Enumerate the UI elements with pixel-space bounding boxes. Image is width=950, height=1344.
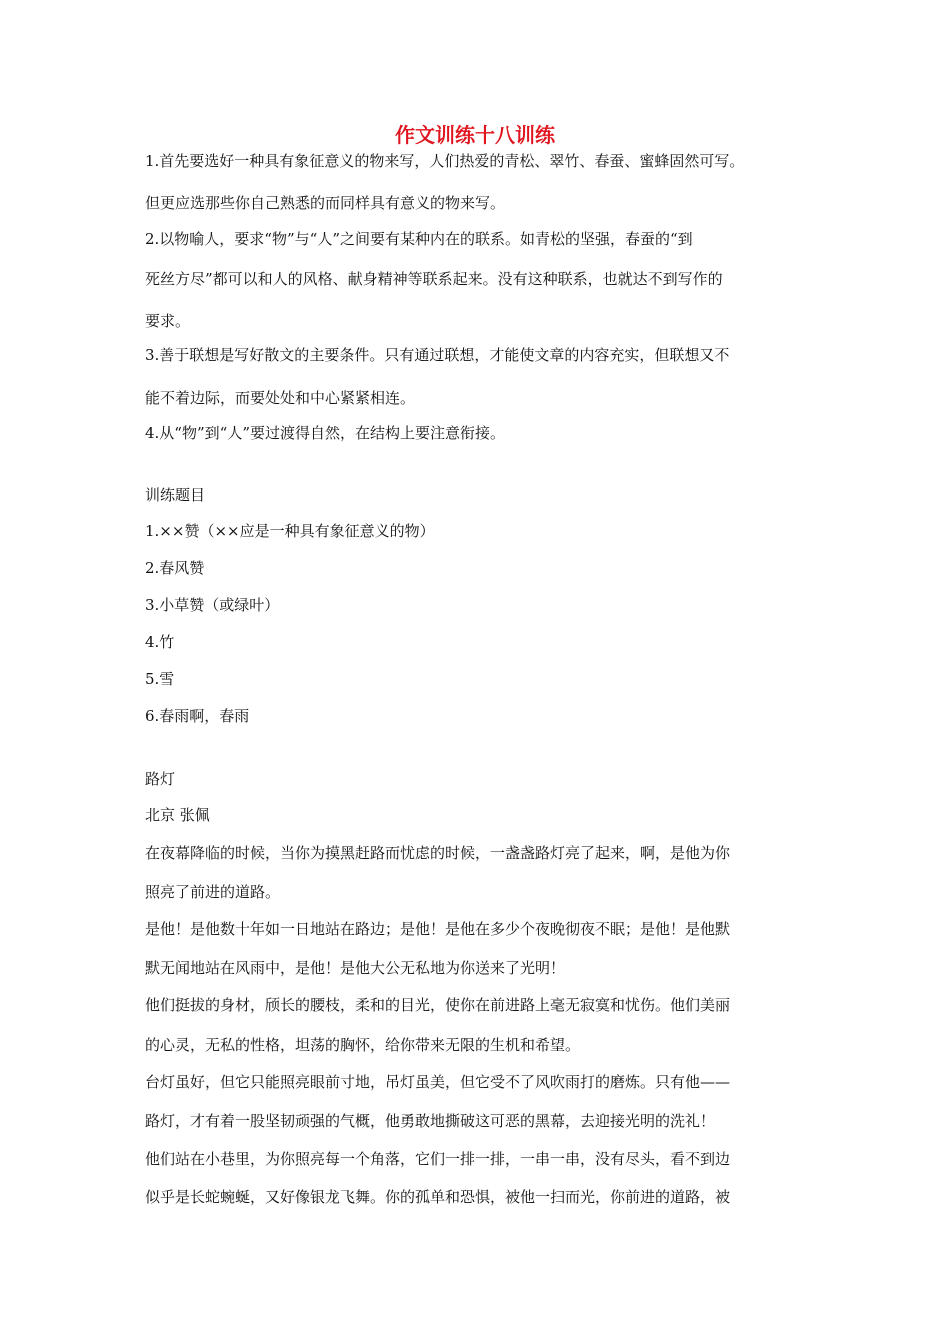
- tip-line: 能不着边际，而要处处和中心紧紧相连。: [145, 389, 416, 407]
- essay-title: 路灯: [145, 770, 176, 788]
- essay-line: 的心灵，无私的性格，坦荡的胸怀，给你带来无限的生机和希望。: [145, 1036, 581, 1054]
- tip-line: 死丝方尽”都可以和人的风格、献身精神等联系起来。没有这种联系，也就达不到写作的: [145, 270, 723, 288]
- essay-line: 路灯，才有着一股坚韧顽强的气概，他勇敢地撕破这可恶的黑幕，去迎接光明的洗礼！: [145, 1112, 716, 1130]
- topic-item: 5.雪: [145, 670, 175, 688]
- essay-line: 是他！是他数十年如一日地站在路边；是他！是他在多少个夜晚彻夜不眠；是他！是他默: [145, 920, 731, 938]
- tip-line: 3.善于联想是写好散文的主要条件。只有通过联想，才能使文章的内容充实，但联想又不: [145, 346, 730, 364]
- essay-line: 照亮了前进的道路。: [145, 883, 281, 901]
- essay-line: 他们站在小巷里，为你照亮每一个角落，它们一排一排，一串一串，没有尽头，看不到边: [145, 1150, 731, 1168]
- essay-author: 北京 张佩: [145, 806, 210, 824]
- document-title: 作文训练十八训练: [395, 123, 555, 147]
- essay-line: 台灯虽好，但它只能照亮眼前寸地，吊灯虽美，但它受不了风吹雨打的磨炼。只有他——: [145, 1073, 731, 1091]
- tip-line: 要求。: [145, 312, 191, 330]
- topic-item: 2.春风赞: [145, 559, 205, 577]
- topic-item: 1.××赞（××应是一种具有象征意义的物）: [145, 522, 435, 540]
- tip-line: 4.从“物”到“人”要过渡得自然，在结构上要注意衔接。: [145, 424, 505, 442]
- topics-heading: 训练题目: [145, 486, 206, 504]
- topic-item: 3.小草赞（或绿叶）: [145, 596, 280, 614]
- essay-line: 默无闻地站在风雨中，是他！是他大公无私地为你送来了光明！: [145, 959, 566, 977]
- tip-line: 1.首先要选好一种具有象征意义的物来写，人们热爱的青松、翠竹、春蚕、蜜蜂固然可写。: [145, 152, 745, 170]
- tip-line: 但更应选那些你自己熟悉的而同样具有意义的物来写。: [145, 194, 506, 212]
- essay-line: 似乎是长蛇蜿蜒，又好像银龙飞舞。你的孤单和恐惧，被他一扫而光，你前进的道路，被: [145, 1188, 731, 1206]
- topic-item: 6.春雨啊，春雨: [145, 707, 250, 725]
- essay-line: 在夜幕降临的时候，当你为摸黑赶路而忧虑的时候，一盏盏路灯亮了起来，啊，是他为你: [145, 844, 731, 862]
- essay-line: 他们挺拔的身材，颀长的腰枝，柔和的目光，使你在前进路上毫无寂寞和忧伤。他们美丽: [145, 996, 731, 1014]
- topic-item: 4.竹: [145, 633, 175, 651]
- tip-line: 2.以物喻人，要求“物”与“人”之间要有某种内在的联系。如青松的坚强，春蚕的“到: [145, 230, 693, 248]
